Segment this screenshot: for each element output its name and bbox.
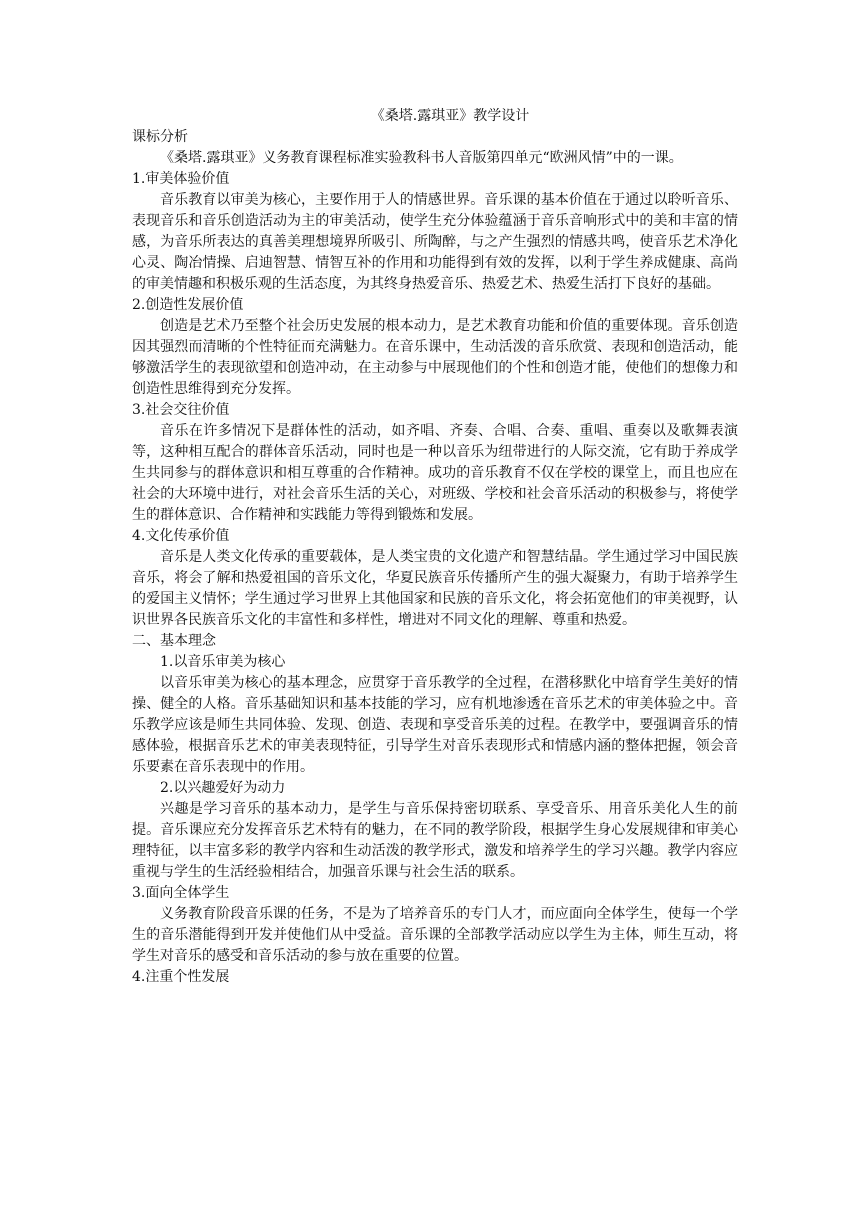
heading-social-value: 3.社会交往价值 [132, 402, 230, 418]
document-title: 《桑塔.露琪亚》教学设计 [370, 108, 530, 124]
paragraph-all-students: 义务教育阶段音乐课的任务，不是为了培养音乐的专门人才，而应面向全体学生，使每一个学生的音乐潜能得到开发并使他们从中受益。音乐课的全部教学活动应以学生为主体，师生互动，将学生对音乐的感受和音乐活动的参与放在重要的位置。 [132, 906, 738, 964]
heading-interest-motivation: 2.以兴趣爱好为动力 [160, 780, 286, 796]
paragraph-aesthetic-value: 音乐教育以审美为核心，主要作用于人的情感世界。音乐课的基本价值在于通过以聆听音乐、表现音乐和音乐创造活动为主的审美活动，使学生充分体验蕴涵于音乐音响形式中的美和丰富的情感，为音乐所表达的真善美理想境界所吸引、所陶醉，与之产生强烈的情感共鸣，使音乐艺术净化心灵、陶冶情操、启迪智慧、情智互补的作用和功能得到有效的发挥，以利于学生养成健康、高尚的审美情趣和积极乐观的生活态度，为其终身热爱音乐、热爱艺术、热爱生活打下良好的基础。 [132, 192, 738, 292]
paragraph-aesthetic-core: 以音乐审美为核心的基本理念，应贯穿于音乐教学的全过程，在潜移默化中培育学生美好的情操、健全的人格。音乐基础知识和基本技能的学习，应有机地渗透在音乐艺术的审美体验之中。音乐教学应该是师生共同体验、发现、创造、表现和享受音乐美的过程。在教学中，要强调音乐的情感体验，根据音乐艺术的审美表现特征，引导学生对音乐表现形式和情感内涵的整体把握，领会音乐要素在音乐表现中的作用。 [132, 675, 738, 775]
heading-basic-concepts: 二、基本理念 [132, 633, 216, 649]
paragraph-creative-value: 创造是艺术乃至整个社会历史发展的根本动力，是艺术教育功能和价值的重要体现。音乐创造因其强烈而清晰的个性特征而充满魅力。在音乐课中，生动活泼的音乐欣赏、表现和创造活动，能够激活学生的表现欲望和创造冲动，在主动参与中展现他们的个性和创造才能，使他们的想像力和创造性思维得到充分发挥。 [132, 318, 738, 397]
intro-paragraph: 《桑塔.露琪亚》义务教育课程标准实验教科书人音版第四单元“欧洲风情”中的一课。 [160, 150, 683, 166]
heading-all-students: 3.面向全体学生 [132, 885, 230, 901]
heading-cultural-value: 4.文化传承价值 [132, 528, 230, 544]
heading-aesthetic-core: 1.以音乐审美为核心 [160, 654, 286, 670]
heading-aesthetic-value: 1.审美体验价值 [132, 171, 230, 187]
section-heading-curriculum-analysis: 课标分析 [132, 129, 188, 145]
paragraph-interest-motivation: 兴趣是学习音乐的基本动力，是学生与音乐保持密切联系、享受音乐、用音乐美化人生的前提。音乐课应充分发挥音乐艺术特有的魅力，在不同的教学阶段，根据学生身心发展规律和审美心理特征，以丰富多彩的教学内容和生动活泼的教学形式，激发和培养学生的学习兴趣。教学内容应重视与学生的生活经验相结合，加强音乐课与社会生活的联系。 [132, 801, 738, 880]
document-page [132, 106, 738, 988]
heading-individual-development: 4.注重个性发展 [132, 969, 230, 985]
heading-creative-value: 2.创造性发展价值 [132, 297, 244, 313]
paragraph-social-value: 音乐在许多情况下是群体性的活动，如齐唱、齐奏、合唱、合奏、重唱、重奏以及歌舞表演等，这种相互配合的群体音乐活动，同时也是一种以音乐为纽带进行的人际交流，它有助于养成学生共同参与的群体意识和相互尊重的合作精神。成功的音乐教育不仅在学校的课堂上，而且也应在社会的大环境中进行，对社会音乐生活的关心，对班级、学校和社会音乐活动的积极参与，将使学生的群体意识、合作精神和实践能力等得到锻炼和发展。 [132, 423, 738, 523]
paragraph-cultural-value: 音乐是人类文化传承的重要载体，是人类宝贵的文化遗产和智慧结晶。学生通过学习中国民族音乐，将会了解和热爱祖国的音乐文化，华夏民族音乐传播所产生的强大凝聚力，有助于培养学生的爱国主义情怀；学生通过学习世界上其他国家和民族的音乐文化，将会拓宽他们的审美视野，认识世界各民族音乐文化的丰富性和多样性，增进对不同文化的理解、尊重和热爱。 [132, 549, 738, 628]
